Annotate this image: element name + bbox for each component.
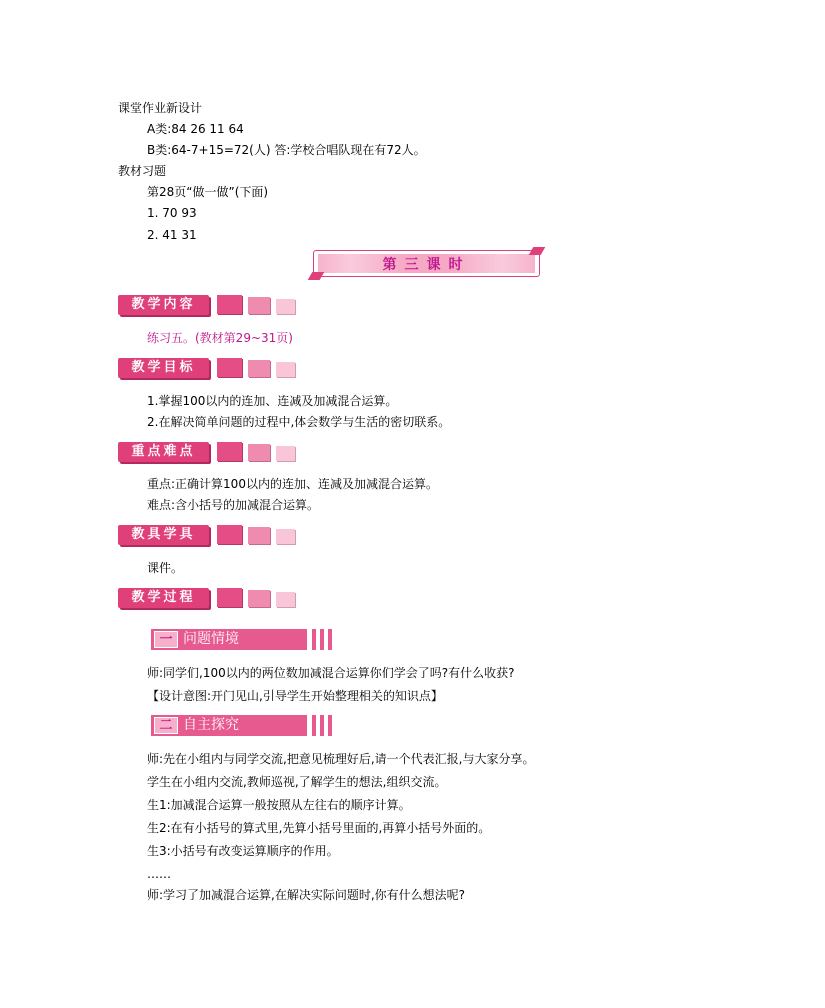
homework-a: A类:84 26 11 64 bbox=[147, 122, 244, 136]
step-header-1 bbox=[151, 629, 339, 650]
key-difficulty: 难点:含小括号的加减混合运算。 bbox=[147, 498, 320, 512]
step-header-2 bbox=[151, 715, 339, 736]
section-header-process bbox=[118, 588, 298, 608]
key-focus: 重点:正确计算100以内的连加、连减及加减混合运算。 bbox=[147, 477, 438, 491]
section-label: 教学目标 bbox=[118, 358, 209, 378]
section-label: 教具学具 bbox=[118, 525, 209, 545]
page-reference: 第28页“做一做”(下面) bbox=[147, 185, 269, 199]
tools-text: 课件。 bbox=[147, 561, 184, 575]
content-text: 练习五。(教材第29~31页) bbox=[147, 331, 293, 345]
answer-1: 1. 70 93 bbox=[147, 206, 197, 220]
step2-line-6: …… bbox=[147, 867, 171, 881]
step2-line-5: 生3:小括号有改变运算顺序的作用。 bbox=[147, 844, 339, 858]
section-label: 教学内容 bbox=[118, 295, 209, 315]
section-label: 教学过程 bbox=[118, 588, 209, 608]
section-header-tools bbox=[118, 525, 298, 545]
step2-line-2: 学生在小组内交流,教师巡视,了解学生的想法,组织交流。 bbox=[147, 775, 447, 789]
section-header-content bbox=[118, 295, 298, 315]
step2-line-4: 生2:在有小括号的算式里,先算小括号里面的,再算小括号外面的。 bbox=[147, 821, 491, 835]
exercise-title: 教材习题 bbox=[118, 164, 167, 178]
step2-line-3: 生1:加减混合运算一般按照从左往右的顺序计算。 bbox=[147, 798, 411, 812]
section-label: 重点难点 bbox=[118, 442, 209, 462]
step-title: 问题情境 bbox=[183, 631, 239, 647]
section-header-goals bbox=[118, 358, 298, 378]
goal-item-2: 2.在解决简单问题的过程中,体会数学与生活的密切联系。 bbox=[147, 415, 451, 429]
lesson-banner bbox=[313, 250, 540, 277]
step1-line-1: 师:同学们,100以内的两位数加减混合运算你们学会了吗?有什么收获? bbox=[147, 666, 515, 680]
answer-2: 2. 41 31 bbox=[147, 228, 197, 242]
lesson-banner-text: 第三课时 bbox=[382, 257, 471, 273]
section-header-key-points bbox=[118, 442, 298, 462]
step-title: 自主探究 bbox=[183, 717, 239, 733]
step2-line-1: 师:先在小组内与同学交流,把意见梳理好后,请一个代表汇报,与大家分享。 bbox=[147, 752, 535, 766]
step-number: 二 bbox=[154, 717, 178, 734]
step-number: 一 bbox=[154, 631, 178, 648]
homework-b: B类:64-7+15=72(人) 答:学校合唱队现在有72人。 bbox=[147, 143, 426, 157]
step1-line-2: 【设计意图:开门见山,引导学生开始整理相关的知识点】 bbox=[147, 689, 443, 703]
homework-title: 课堂作业新设计 bbox=[118, 101, 203, 115]
goal-item-1: 1.掌握100以内的连加、连减及加减混合运算。 bbox=[147, 394, 398, 408]
step2-line-7: 师:学习了加减混合运算,在解决实际问题时,你有什么想法呢? bbox=[147, 888, 466, 902]
